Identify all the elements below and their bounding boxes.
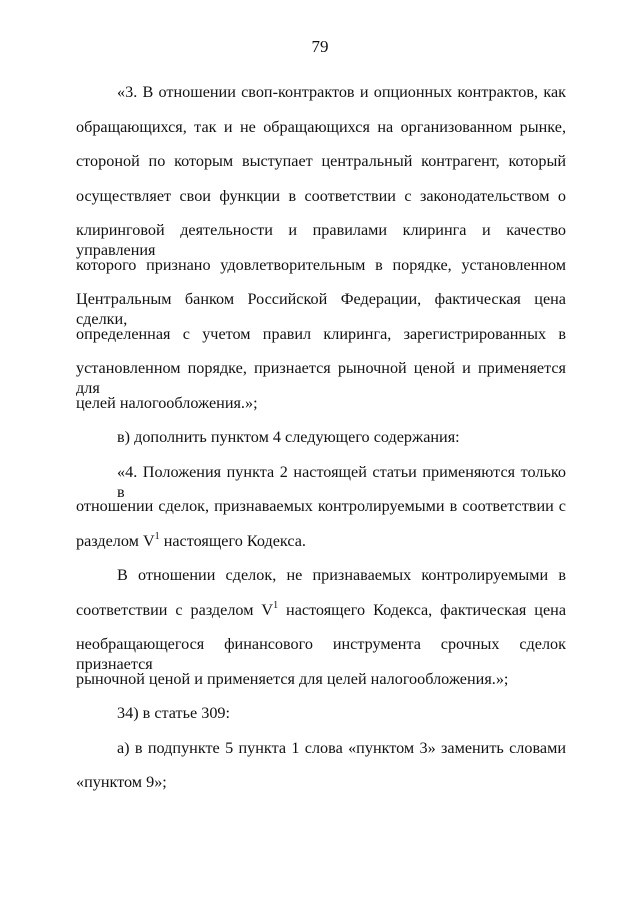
text-segment: разделом V bbox=[76, 532, 155, 550]
superscript: 1 bbox=[154, 531, 160, 542]
text-line: которого признано удовлетворительным в порядке, установленном bbox=[76, 256, 566, 274]
text-line: обращающихся, так и не обращающихся на организованном рынке, bbox=[76, 118, 566, 136]
text-line bbox=[76, 600, 566, 620]
text-line: «4. Положения пункта 2 настоящей статьи применяются только в bbox=[117, 463, 566, 501]
page-number: 79 bbox=[311, 37, 329, 56]
text-segment: настоящего Кодекса, фактическая цена bbox=[278, 601, 567, 619]
text-line: 34) в статье 309: bbox=[117, 704, 231, 722]
text-line: осуществляет свои функции в соответствии с законодательством о bbox=[76, 187, 566, 205]
text-line: Центральным банком Российской Федерации, фактическая цена сделки, bbox=[76, 290, 566, 328]
text-line: целей налогообложения.»; bbox=[76, 394, 258, 412]
text-segment: настоящего Кодекса. bbox=[159, 532, 306, 550]
superscript: 1 bbox=[273, 600, 279, 611]
text-line: рыночной ценой и применяется для целей налогообложения.»; bbox=[76, 670, 509, 688]
text-line bbox=[76, 531, 566, 551]
text-line: В отношении сделок, не признаваемых контролируемыми в bbox=[117, 566, 566, 584]
text-line: клиринговой деятельности и правилами клиринга и качество управления bbox=[76, 221, 566, 259]
text-line: отношении сделок, признаваемых контролируемыми в соответствии с bbox=[76, 497, 566, 515]
text-line: в) дополнить пунктом 4 следующего содержания: bbox=[117, 428, 460, 446]
text-line: «пунктом 9»; bbox=[76, 773, 167, 791]
text-line: а) в подпункте 5 пункта 1 слова «пунктом 3» заменить словами bbox=[117, 739, 566, 757]
text-line: «3. В отношении своп-контрактов и опционных контрактов, как bbox=[117, 83, 566, 101]
text-line: определенная с учетом правил клиринга, зарегистрированных в bbox=[76, 325, 566, 343]
text-segment: соответствии с разделом V bbox=[76, 601, 274, 619]
text-line: установленном порядке, признается рыночной ценой и применяется для bbox=[76, 359, 566, 397]
text-line: стороной по которым выступает центральный контрагент, который bbox=[76, 152, 566, 170]
text-line: необращающегося финансового инструмента срочных сделок признается bbox=[76, 635, 566, 673]
